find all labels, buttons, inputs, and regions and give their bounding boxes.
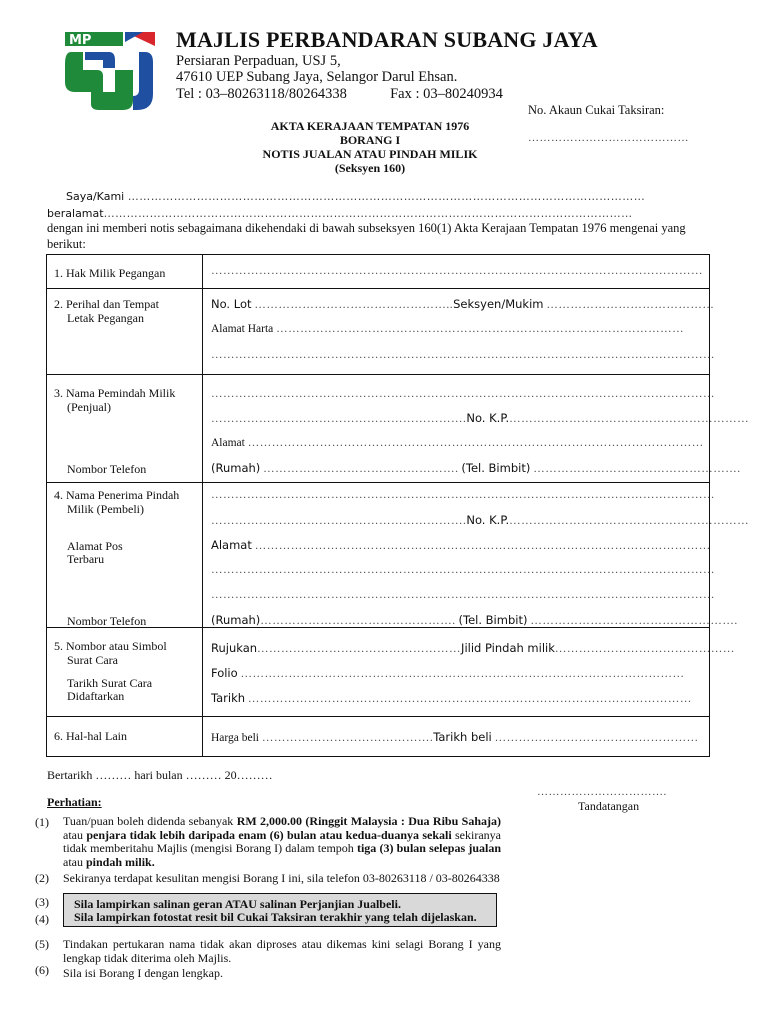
address-line-2: 47610 UEP Subang Jaya, Selangor Darul Ehsan.: [176, 69, 458, 85]
note-1-text: Tuan/puan boleh didenda sebanyak: [63, 814, 237, 828]
pemindah-nokp-label: No. K.P.: [466, 411, 510, 425]
account-number-field[interactable]: ……………………………………: [528, 132, 689, 144]
section-title: (Seksyen 160): [334, 161, 406, 175]
penerima-label-line-1: 4. Nama Penerima Pindah: [54, 488, 180, 502]
seksyen-mukim-field[interactable]: ……………………………………: [546, 299, 715, 311]
rujukan-label: Rujukan: [211, 641, 258, 655]
harga-beli-field[interactable]: …………………………………….: [261, 732, 434, 744]
note-1-text: sekiranya tidak memberitahu Majlis (mengisi Borang I) dalam tempoh: [63, 827, 501, 855]
alamat-harta-field[interactable]: …………………………………………………………………………………………: [276, 323, 685, 335]
row-divider: [47, 288, 709, 289]
penerima-rumah-field[interactable]: ………………………………………….: [260, 615, 456, 627]
signature-label: Tandatangan: [578, 799, 640, 813]
address-line-1: Persiaran Perpaduan, USJ 5,: [176, 53, 341, 69]
beralamat-label: beralamat: [47, 207, 104, 220]
rujukan-field[interactable]: ……………………………………………: [257, 643, 462, 655]
notice-form-table: [46, 254, 750, 757]
tarikh-surat-cara-label-line-2: Didaftarkan: [67, 689, 125, 703]
saya-kami-field[interactable]: ………………………………………………………………………………………………………………………: [127, 190, 646, 203]
note-4-number: (4): [35, 912, 49, 926]
penerima-telefon-label: Nombor Telefon: [67, 614, 147, 628]
signature-field[interactable]: …………………………….: [537, 786, 667, 798]
column-divider: [202, 255, 203, 756]
pemindah-alamat-row: [211, 437, 704, 449]
penerima-bimbit-field[interactable]: …………………………………………….: [530, 615, 738, 627]
alamat-harta-label: Alamat Harta: [211, 323, 274, 335]
folio-row: [211, 666, 685, 680]
penerima-alamat-field[interactable]: ……………………………………………………………………………………………………: [254, 540, 711, 552]
hal-lain-label: 6. Hal-hal Lain: [54, 729, 127, 743]
note-1-text: atau: [63, 827, 87, 842]
alamat-harta-row: [211, 323, 684, 335]
alamat-harta-field-line-2[interactable]: ………………………………………………………………………………………………………………: [211, 349, 715, 361]
penerima-alamat-field-line-2[interactable]: ………………………………………………………………………………………………………………: [211, 564, 715, 576]
note-1-deadline: tiga (3) bulan selepas jualan: [356, 841, 502, 855]
note-5: Tindakan pertukaran nama tidak akan diproses atau dikemas kini selagi Borang I yang lengkap tidak diterima oleh Majlis.: [63, 937, 501, 965]
intro-text-line-1: dengan ini memberi notis sebagaimana dikehendaki di bawah subseksyen 160(1) Akta Kerajaan Tempatan 1976 mengenai yang: [47, 221, 686, 235]
org-name: MAJLIS PERBANDARAN SUBANG JAYA: [176, 27, 598, 52]
account-number-label: No. Akaun Cukai Taksiran:: [528, 103, 665, 117]
beralamat-field[interactable]: …………………………………………………………………………………………………………………………: [103, 207, 633, 220]
pemindah-nokp-row: [211, 411, 749, 425]
fax-number: Fax : 03–80240934: [390, 86, 503, 102]
note-2: Sekiranya terdapat kesulitan mengisi Borang I ini, sila telefon 03-80263118 / 03-80264338: [63, 871, 500, 885]
note-1-text: atau: [63, 854, 86, 869]
notice-title: NOTIS JUALAN ATAU PINDAH MILIK: [262, 147, 478, 161]
pemindah-nama-field[interactable]: ………………………………………………………………………………………………………………: [211, 388, 715, 400]
penerima-nama-field[interactable]: ………………………………………………………………………………………………………………: [211, 489, 715, 501]
attachment-notice-box: [63, 893, 497, 927]
surat-cara-label-line-2: Surat Cara: [67, 653, 118, 667]
penerima-alamat-label: Alamat: [211, 538, 252, 552]
form-title: BORANG I: [339, 133, 401, 147]
note-1-number: (1): [35, 815, 49, 829]
pemindah-label-line-1: 3. Nama Pemindah Milik: [54, 386, 176, 400]
pemindah-telefon-label: Nombor Telefon: [67, 462, 147, 476]
row-divider: [47, 374, 709, 375]
svg-text:MP: MP: [69, 33, 92, 48]
tarikh-beli-label: Tarikh beli: [433, 730, 492, 744]
pemindah-alamat-label: Alamat: [211, 437, 245, 449]
note-6-number: (6): [35, 963, 49, 977]
pemindah-rumah-field[interactable]: ………………………………………….: [263, 463, 459, 475]
act-title: AKTA KERAJAAN TEMPATAN 1976: [270, 119, 470, 133]
pemindah-nokp-field[interactable]: ……………………………………………………: [509, 413, 750, 425]
row-divider: [47, 627, 709, 628]
pemindah-rumah-label: (Rumah): [211, 461, 261, 475]
tarikh-beli-field[interactable]: ……………………………………………: [494, 732, 699, 744]
note-1-fine: RM 2,000.00 (Ringgit Malaysia : Dua Ribu Sahaja): [236, 814, 501, 828]
mpsj-logo: [63, 30, 157, 112]
tarikh-surat-cara-label-line-1: Tarikh Surat Cara: [67, 676, 153, 690]
contact-line: [176, 86, 503, 103]
surat-cara-label-line-1: 5. Nombor atau Simbol: [54, 639, 167, 653]
alamat-pos-label-line-1: Alamat Pos: [67, 539, 123, 553]
penerima-nokp-label: No. K.P.: [466, 513, 510, 527]
perhatian-heading: Perhatian:: [47, 795, 102, 809]
note-3-number: (3): [35, 895, 49, 909]
note-6: Sila isi Borang I dengan lengkap.: [63, 966, 223, 980]
hak-milik-label: 1. Hak Milik Pegangan: [54, 266, 166, 280]
penerima-rumah-label: (Rumah): [211, 613, 261, 627]
folio-label: Folio: [211, 666, 238, 680]
jilid-pindah-milik-field[interactable]: ………………………………………: [554, 643, 735, 655]
penerima-alamat-field-line-3[interactable]: ………………………………………………………………………………………………………………: [211, 589, 715, 601]
saya-kami-label: Saya/Kami: [66, 190, 125, 203]
note-3-text: Sila lampirkan salinan geran ATAU salinan Perjanjian Jualbeli.: [74, 897, 401, 911]
penerima-alamat-row: [211, 538, 711, 552]
no-lot-row: [211, 297, 714, 311]
penerima-label-line-2: Milik (Pembeli): [67, 502, 144, 516]
jilid-pindah-milik-label: Jilid Pindah milik: [461, 641, 555, 655]
row-divider: [47, 482, 709, 483]
pemindah-nama-field-line-2[interactable]: ……………………………………………………….: [211, 413, 467, 425]
penerima-nokp-field[interactable]: ……………………………………………………: [509, 515, 750, 527]
rujukan-row: [211, 641, 735, 655]
pemindah-bimbit-field[interactable]: …………………………………………….: [533, 463, 741, 475]
alamat-pos-label-line-2: Terbaru: [67, 552, 105, 566]
note-5-number: (5): [35, 937, 49, 951]
note-4-text: Sila lampirkan fotostat resit bil Cukai Taksiran terakhir yang telah dijelaskan.: [74, 910, 477, 924]
pemindah-label-line-2: (Penjual): [67, 400, 111, 414]
penerima-nama-field-line-2[interactable]: ……………………………………………………….: [211, 515, 467, 527]
penerima-nokp-row: [211, 513, 749, 527]
seksyen-mukim-label: Seksyen/Mukim: [453, 297, 544, 311]
tarikh-field[interactable]: …………………………………………………………………………………………………: [247, 693, 692, 705]
penerima-telefon-row: [211, 613, 738, 627]
row-divider: [47, 716, 709, 717]
no-lot-label: No. Lot: [211, 297, 252, 311]
beralamat-row: [47, 207, 633, 220]
tel-number: Tel : 03–80263118/80264338: [176, 86, 347, 102]
pemindah-alamat-field[interactable]: ……………………………………………………………………………………………………: [247, 437, 704, 449]
saya-kami-row: [66, 190, 645, 203]
note-1-pindah-milik: pindah milik.: [86, 854, 155, 869]
perihal-label-line-1: 2. Perihal dan Tempat: [54, 297, 159, 311]
folio-field[interactable]: …………………………………………………………………………………………………: [240, 668, 685, 680]
penerima-bimbit-label: (Tel. Bimbit): [458, 613, 528, 627]
tarikh-label: Tarikh: [211, 691, 246, 705]
note-1: [63, 815, 501, 869]
pemindah-bimbit-label: (Tel. Bimbit): [461, 461, 531, 475]
pemindah-telefon-row: [211, 461, 741, 475]
intro-text-line-2: berikut:: [47, 237, 86, 251]
bertarikh-line[interactable]: Bertarikh ……… hari bulan ……… 20………: [47, 768, 273, 782]
note-1-jail: penjara tidak lebih daripada enam (6) bulan atau kedua-duanya sekali: [86, 827, 452, 842]
tarikh-row: [211, 691, 692, 705]
harga-beli-label: Harga beli: [211, 732, 260, 744]
hak-milik-field[interactable]: ……………………………………………………………………………………………………………: [211, 265, 703, 277]
no-lot-field[interactable]: …………………………………………..: [254, 299, 454, 311]
harga-beli-row: [211, 730, 699, 744]
note-2-number: (2): [35, 871, 49, 885]
perihal-label-line-2: Letak Pegangan: [67, 311, 144, 325]
